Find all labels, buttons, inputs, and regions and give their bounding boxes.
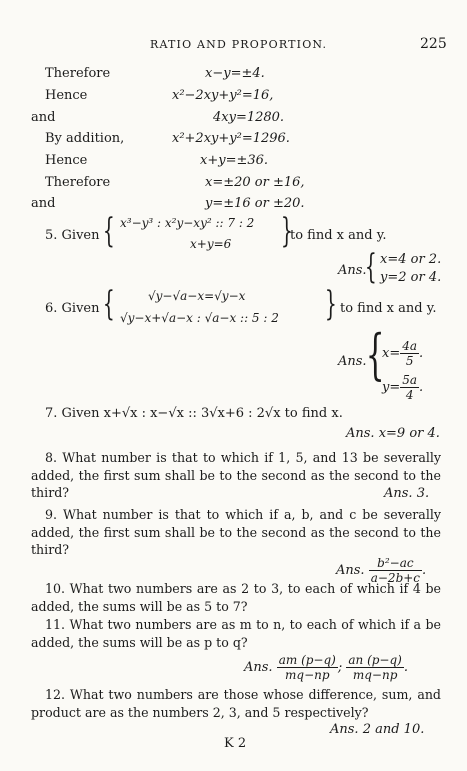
derivation-expr: x−y=±4.	[205, 66, 265, 81]
problem-9-text: 9. What number is that to which if a, b, and c be severally added, the first sum shall be to the second as the second to the third?	[31, 507, 441, 558]
fraction	[400, 373, 419, 402]
fraction-denominator: 4	[405, 388, 414, 402]
derivation-expr: x=±20 or ±16,	[205, 175, 305, 190]
derivation-label: Therefore	[45, 66, 111, 81]
problem-9-answer: Ans. $\frac{\text{b²−ac}}{a-2b+c}$ .	[336, 556, 427, 585]
left-brace-icon: {	[364, 247, 377, 287]
fraction	[346, 653, 403, 682]
problem-6-eq1: √y−√a−x=√y−x	[148, 289, 246, 303]
answer-x-lhs: x=	[382, 346, 401, 361]
page-number: 225	[420, 36, 447, 52]
fraction-denominator: a−2b+c	[370, 571, 421, 585]
problem-5-answer-y: y=2 or 4.	[380, 270, 442, 285]
problem-10-text: 10. What two numbers are as 2 to 3, to each of which if 4 be added, the sums will be as 5 to 7?	[31, 581, 441, 614]
fraction-numerator: an (p−q)	[348, 653, 402, 667]
problem-6-answer-x: x= $\frac{4a}{5}$ .	[382, 339, 424, 368]
right-brace-icon: }	[324, 284, 337, 324]
problem-8-answer: Ans. 3.	[384, 486, 430, 501]
fraction	[277, 653, 338, 682]
running-title: RATIO AND PROPORTION.	[150, 38, 328, 51]
answer-label: Ans.	[244, 660, 273, 675]
fraction-denominator: mq−np	[352, 668, 398, 682]
derivation-expr: 4xy=1280.	[213, 110, 285, 125]
problem-5-eq2: x+y=6	[190, 237, 232, 251]
fraction-numerator: 5a	[402, 373, 418, 387]
problem-6-tail: to find x and y.	[340, 301, 437, 316]
answer-label: Ans.	[338, 354, 367, 369]
problem-5-answer-x: x=4 or 2.	[380, 252, 442, 267]
problem-5-eq1: x³−y³ : x²y−xy² :: 7 : 2	[120, 216, 255, 230]
left-brace-icon: {	[365, 323, 385, 386]
derivation-expr: x+y=±36.	[200, 153, 269, 168]
derivation-label: Hence	[45, 88, 88, 103]
derivation-expr: x²−2xy+y²=16,	[172, 88, 274, 103]
fraction-denominator: mq−np	[285, 668, 330, 682]
problem-6-answer-y: y= $\frac{5a}{4}$ .	[382, 373, 424, 402]
problem-5-tail: to find x and y.	[290, 228, 387, 243]
problem-7-text: 7. Given x+√x : x−√x :: 3√x+6 : 2√x to find x.	[45, 406, 343, 421]
derivation-label: Hence	[45, 153, 88, 168]
page-header	[0, 36, 467, 56]
left-brace-icon: {	[102, 284, 115, 324]
derivation-label: By addition,	[45, 131, 125, 146]
derivation-label: and	[31, 196, 56, 211]
problem-12-text: 12. What two numbers are those whose difference, sum, and product are as the numbers 2, 3, and 5 respectively?	[31, 687, 441, 720]
derivation-expr: y=±16 or ±20.	[205, 196, 305, 211]
problem-5-lead: 5. Given	[45, 228, 100, 243]
answer-label: Ans.	[336, 563, 365, 578]
left-brace-icon: {	[102, 211, 115, 251]
derivation-label: Therefore	[45, 175, 111, 190]
derivation-expr: x²+2xy+y²=1296.	[172, 131, 290, 146]
problem-11-text: 11. What two numbers are as m to n, to each of which if a be added, the sums will be as p to q?	[31, 617, 441, 650]
problem-11-answer: Ans. $\frac{am (p-q)}{mq-np}$ ; $\frac{an (p-q)}{mq-np}$ .	[244, 653, 408, 682]
problem-6-eq2: √y−x+√a−x : √a−x :: 5 : 2	[120, 311, 279, 325]
fraction	[400, 339, 419, 368]
fraction-numerator: am (p−q)	[278, 653, 336, 667]
problem-8-text: 8. What number is that to which if 1, 5, and 13 be severally added, the first sum shall be to the second as the second to the third?	[31, 450, 441, 501]
signature-mark: K 2	[224, 736, 247, 751]
fraction-denominator: 5	[405, 354, 414, 368]
problem-12-answer: Ans. 2 and 10.	[330, 722, 425, 737]
answer-y-lhs: y=	[382, 380, 401, 395]
problem-7-answer: Ans. x=9 or 4.	[346, 426, 440, 441]
fraction-numerator: 4a	[402, 339, 418, 353]
fraction-numerator: b²−ac	[369, 556, 422, 571]
derivation-label: and	[31, 110, 56, 125]
right-brace-icon: }	[280, 211, 293, 251]
problem-6-lead: 6. Given	[45, 301, 100, 316]
answer-label: Ans.	[338, 263, 367, 278]
